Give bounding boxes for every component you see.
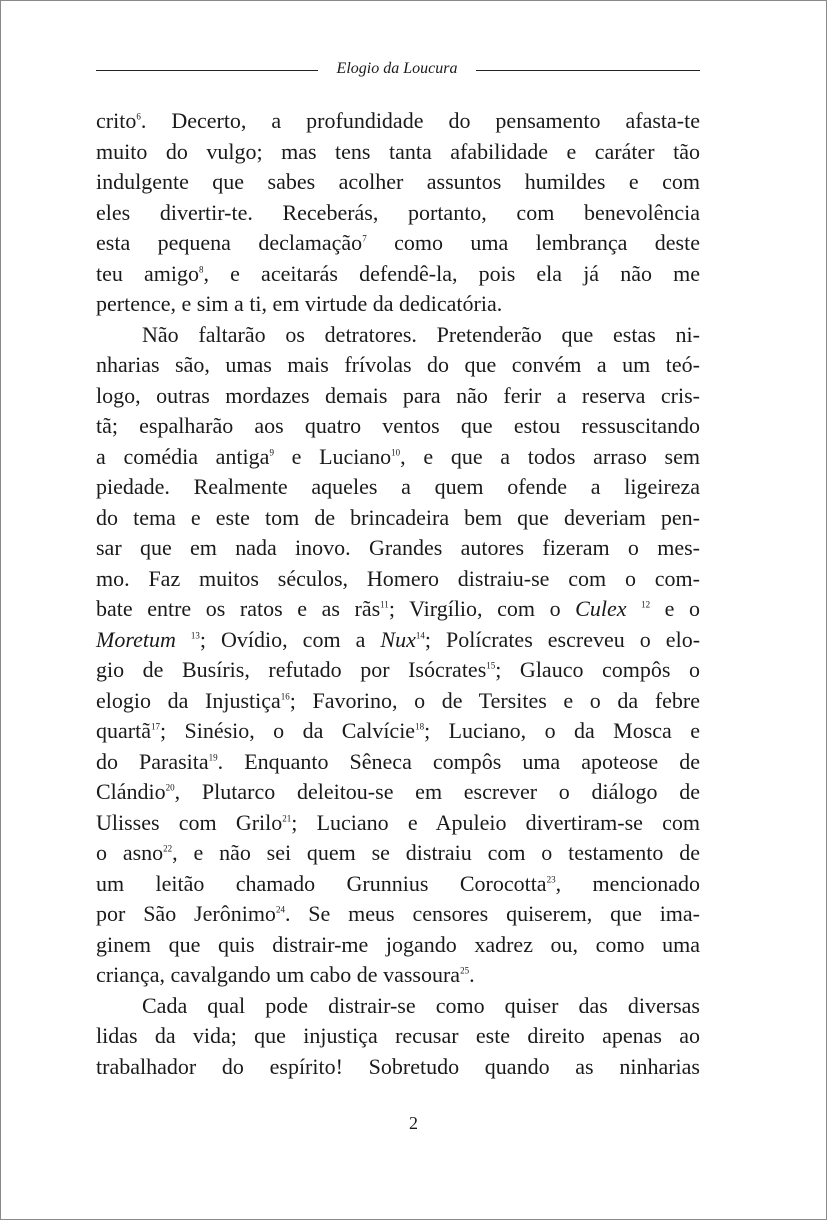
text-line [96, 716, 700, 747]
text-line [96, 777, 700, 808]
italic-title: Nux [380, 626, 416, 652]
text-segment: pertence, e sim a ti, em virtude da dedicatória. [96, 291, 503, 316]
text-segment: e Luciano [273, 443, 392, 469]
text-segment: , e não sei quem se distraiu com o testamento de [172, 840, 701, 865]
text-segment: ; Sinésio, o da Calvície [159, 718, 416, 743]
running-header-title: Elogio da Loucura [336, 60, 458, 77]
text-segment: . [469, 962, 475, 987]
text-segment: criança, cavalgando um cabo de vassoura [96, 962, 461, 987]
italic-title: Moretum [96, 626, 176, 652]
text-segment: tã; espalharão aos quatro ventos que estou ressuscitando [96, 413, 700, 438]
text-segment: a comédia antiga [96, 443, 270, 469]
text-line [96, 655, 700, 686]
footnote-ref: 13 [190, 630, 200, 641]
text-line [96, 594, 700, 625]
text-line [96, 137, 700, 168]
footnote-ref: 21 [282, 813, 292, 824]
text-line [96, 564, 700, 595]
text-segment: por São Jerônimo [96, 901, 276, 926]
text-segment: e o [650, 596, 700, 621]
text-line [96, 930, 700, 961]
text-segment: nharias são, umas mais frívolas do que convém a um teó- [96, 352, 700, 377]
text-line [96, 167, 700, 198]
text-line [96, 503, 700, 534]
header-rule-right [476, 70, 700, 71]
footnote-ref: 20 [165, 782, 175, 793]
text-segment: ; Glauco compôs o [495, 657, 700, 682]
text-segment: muito do vulgo; mas tens tanta afabilidade e caráter tão [96, 138, 700, 164]
text-segment: mo. Faz muitos séculos, Homero distraiu-se com o com- [96, 565, 700, 591]
text-segment: ; Ovídio, com a [199, 626, 381, 652]
text-segment: indulgente que sabes acolher assuntos humildes e com [96, 169, 700, 194]
text-segment: ; Luciano, o da Mosca e [424, 718, 701, 743]
text-line [96, 808, 700, 839]
body-text [96, 106, 700, 1082]
text-line [96, 320, 700, 351]
text-segment: gio de Busíris, refutado por Isócrates [96, 657, 487, 682]
text-line [96, 1021, 700, 1052]
text-segment: Ulisses com Grilo [96, 809, 283, 835]
footnote-ref: 24 [275, 904, 285, 915]
text-segment: , e aceitarás defendê-la, pois ela já não me [203, 260, 700, 286]
text-segment: ginem que quis distrair-me jogando xadrez ou, como uma [96, 931, 700, 957]
text-line [96, 442, 700, 473]
text-line [96, 411, 700, 442]
text-line [96, 289, 700, 320]
text-segment: , mencionado [555, 870, 700, 896]
text-segment: esta pequena declamação [96, 230, 363, 255]
footnote-ref: 8 [199, 264, 204, 275]
footnote-ref: 14 [415, 630, 425, 641]
text-segment: um leitão chamado Grunnius Corocotta [96, 870, 547, 896]
footnote-ref: 18 [415, 721, 425, 732]
text-line [96, 838, 700, 869]
text-segment: do tema e este tom de brincadeira bem que deveriam pen- [96, 504, 700, 530]
text-segment: . Decerto, a profundidade do pensamento afasta-te [140, 108, 700, 133]
text-segment: lidas da vida; que injustiça recusar este direito apenas ao [96, 1023, 700, 1048]
text-segment: logo, outras mordazes demais para não ferir a reserva cris- [96, 382, 700, 408]
text-segment: bate entre os ratos e as rãs [96, 596, 381, 621]
text-line [96, 1052, 700, 1083]
text-segment: , e que a todos arraso sem [400, 443, 700, 469]
text-segment: . Se meus censores quiserem, que ima- [284, 901, 701, 926]
page-number: 2 [409, 1113, 418, 1133]
text-line [96, 106, 700, 137]
text-line [96, 899, 700, 930]
text-line [96, 350, 700, 381]
text-segment: piedade. Realmente aqueles a quem ofende a ligeireza [96, 474, 700, 499]
footnote-ref: 11 [380, 599, 389, 610]
footnote-ref: 12 [641, 599, 651, 610]
footnote-ref: 9 [269, 447, 274, 458]
text-segment [627, 596, 642, 621]
text-segment: ; Luciano e Apuleio divertiram-se com [291, 809, 700, 835]
text-line [96, 198, 700, 229]
footnote-ref: 16 [280, 691, 290, 702]
text-segment: o asno [96, 840, 164, 865]
text-segment: do Parasita [96, 748, 209, 774]
text-segment: quartã [96, 718, 151, 743]
text-line [96, 533, 700, 564]
text-segment: , Plutarco deleitou-se em escrever o diálogo de [174, 779, 700, 804]
footnote-ref: 6 [136, 111, 141, 122]
text-segment: . Enquanto Sêneca compôs uma apoteose de [217, 748, 700, 774]
text-segment: crito [96, 108, 137, 133]
footnote-ref: 19 [208, 752, 218, 763]
footnote-ref: 17 [150, 721, 160, 732]
footnote-ref: 15 [486, 660, 496, 671]
footnote-ref: 22 [163, 843, 173, 854]
text-segment: elogio da Injustiça [96, 687, 281, 713]
text-line [96, 960, 700, 991]
text-segment: ; Polícrates escreveu o elo- [424, 626, 701, 652]
text-segment: Não faltarão os detratores. Pretenderão que estas ni- [142, 321, 700, 347]
text-line [96, 259, 700, 290]
text-line [96, 686, 700, 717]
text-segment: teu amigo [96, 260, 200, 286]
text-line [96, 381, 700, 412]
header-rule-left [96, 70, 318, 71]
text-segment: trabalhador do espírito! Sobretudo quando as ninharias [96, 1053, 700, 1079]
text-segment [176, 627, 191, 652]
text-segment: Cada qual pode distrair-se como quiser das diversas [142, 992, 700, 1018]
footnote-ref: 10 [391, 447, 401, 458]
text-line [96, 228, 700, 259]
text-segment: Clándio [96, 779, 166, 804]
text-line [96, 991, 700, 1022]
text-segment: como uma lembrança deste [366, 230, 700, 255]
footnote-ref: 23 [546, 874, 556, 885]
running-header [96, 58, 700, 80]
footnote-ref: 7 [362, 233, 367, 244]
text-segment: eles divertir-te. Receberás, portanto, com benevolência [96, 199, 700, 225]
italic-title: Culex [575, 596, 627, 621]
text-line [96, 869, 700, 900]
text-line [96, 472, 700, 503]
text-line [96, 625, 700, 656]
text-segment: ; Favorino, o de Tersites e o da febre [289, 687, 700, 713]
text-segment: ; Virgílio, com o [388, 596, 576, 621]
text-segment: sar que em nada inovo. Grandes autores fizeram o mes- [96, 535, 700, 560]
text-line [96, 747, 700, 778]
footnote-ref: 25 [460, 965, 470, 976]
